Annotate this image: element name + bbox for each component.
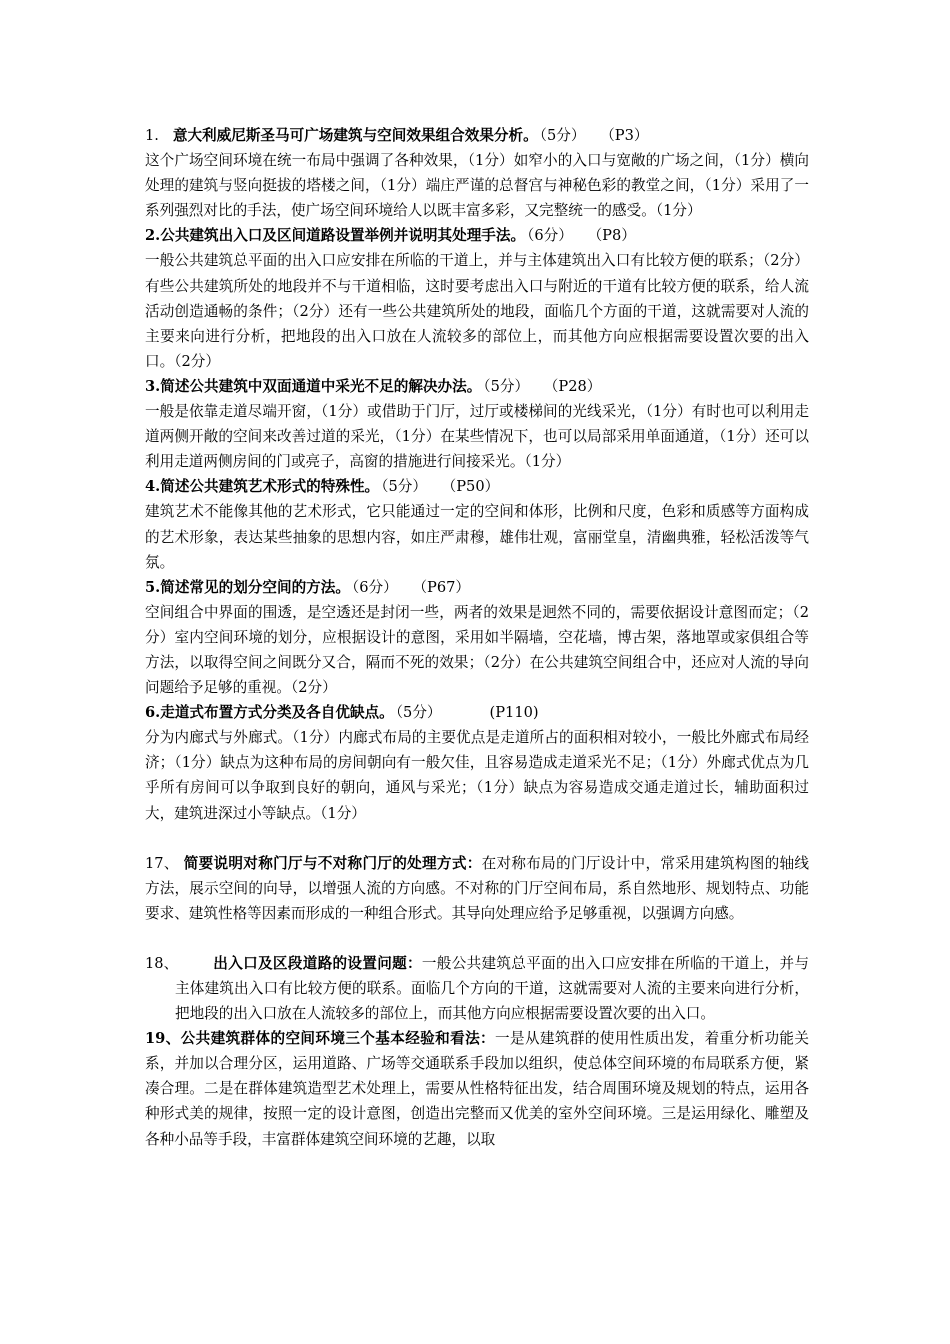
page-reference: （P8） <box>594 227 636 245</box>
blank-line <box>145 926 809 951</box>
page-reference: （P28） <box>551 377 602 395</box>
answer-19: 一是从建筑群的使用性质出发，着重分析功能关系，并加以合理分区，运用道路、广场等交通联系手段加以组织，使总体空间环境的布局联系方便，紧凑合理。二是在群体建筑造型艺术处理上，需要从性格特征出发，结合周围环境及规划的特点，运用各种形式美的规律，按照一定的设计意图，创造出完整而又优美的室外空间环境。三是运用绿化、雕塑及各种小品等手段，丰富群体建筑空间环境的艺趣，以取 <box>145 1030 809 1148</box>
page-reference: （P67） <box>419 578 471 596</box>
question-title: 4.简述公共建筑艺术形式的特殊性。 <box>145 478 380 496</box>
question-title: 2.公共建筑出入口及区间道路设置举例并说明其处理手法。 <box>145 227 526 245</box>
question-6 <box>145 700 809 725</box>
page-reference: （P50） <box>448 478 500 496</box>
answer-17: 在对称布局的门厅设计中，常采用建筑构图的轴线方法，展示空间的向导，以增强人流的方向感。不对称的门厅空间布局，系自然地形、规划特点、功能要求、建筑性格等因素而形成的一种组合形式。其导向处理应给予足够重视，以强调方向感。 <box>145 854 809 922</box>
answer-3: 一般是依靠走道尽端开窗，（1分）或借助于门厅，过厅或楼梯间的光线采光，（1分）有时也可以利用走道两侧开敞的空间来改善过道的采光，（1分）在某些情况下，也可以局部采用单面通道，（1分）还可以利用走道两侧房间的门或亮子，高窗的措施进行间接采光。（1分） <box>145 403 809 471</box>
question-18 <box>145 951 809 1026</box>
question-title: 19、公共建筑群体的空间环境三个基本经验和看法： <box>145 1030 496 1048</box>
answer-2: 一般公共建筑总平面的出入口应安排在所临的干道上，并与主体建筑出入口有比较方便的联系；（2分）有些公共建筑所处的地段并不与干道相临，这时要考虑出入口与附近的干道有比较方便的联系，给人流活动创造通畅的条件；（2分）还有一些公共建筑所处的地段，面临几个方面的干道，这就需要对人流的主要来向进行分析，把地段的出入口放在人流较多的部位上，而其他方向应根据需要设置次要的出入口。（2分） <box>145 252 809 370</box>
page-reference: （P3） <box>607 127 649 144</box>
question-title: 简要说明对称门厅与不对称门厅的处理方式： <box>183 854 482 872</box>
blank-line <box>145 826 809 851</box>
question-17 <box>145 851 809 926</box>
question-number: 1. <box>145 127 159 144</box>
answer-5: 空间组合中界面的围透，是空透还是封闭一些，两者的效果是迥然不同的，需要依据设计意图而定；（2分）室内空间环境的划分，应根据设计的意图，采用如半隔墙，空花墙，博古架，落地罩或家俱组合等方法，以取得空间之间既分又合，隔而不死的效果；（2分）在公共建筑空间组合中，还应对人流的导向问题给予足够的重视。（2分） <box>145 603 809 697</box>
question-2 <box>145 223 809 248</box>
answer-18: 一般公共建筑总平面的出入口应安排在所临的干道上，并与主体建筑出入口有比较方便的联系。面临几个方向的干道，这就需要对人流的主要来向进行分析，把地段的出入口放在人流较多的部位上，而其他方向应根据需要设置次要的出入口。 <box>175 954 809 1023</box>
question-title: 意大利威尼斯圣马可广场建筑与空间效果组合效果分析。 <box>172 127 538 144</box>
question-title: 3.简述公共建筑中双面通道中采光不足的解决办法。 <box>145 377 482 395</box>
answer-1: 这个广场空间环境在统一布局中强调了各种效果，（1分）如窄小的入口与宽敞的广场之间，（1分）横向处理的建筑与竖向挺拔的塔楼之间，（1分）端庄严谨的总督宫与神秘色彩的教堂之间，（1分）采用了一系列强烈对比的手法，使广场空间环境给人以既丰富多彩，又完整统一的感受。（1分） <box>145 152 809 220</box>
question-19 <box>145 1026 809 1151</box>
question-points: （5分） <box>483 377 530 395</box>
question-number: 17、 <box>145 854 179 872</box>
answer-6: 分为内廊式与外廊式。（1分）内廊式布局的主要优点是走道所占的面积相对较小，一般比外廊式布局经济；（1分）缺点为这种布局的房间朝向有一般欠佳，且容易造成走道采光不足；（1分）外廊式优点为几乎所有房间可以争取到良好的朝向，通风与采光；（1分）缺点为容易造成交通走道过长，辅助面积过大，建筑进深过小等缺点。（1分） <box>145 729 809 822</box>
question-number: 18、 <box>145 954 179 972</box>
question-points: （6分） <box>527 227 573 245</box>
question-points: （5分） <box>395 704 442 722</box>
question-points: （6分） <box>351 578 398 596</box>
answer-4: 建筑艺术不能像其他的艺术形式，它只能通过一定的空间和体形，比例和尺度，色彩和质感等方面构成的艺术形象，表达某些抽象的思想内容，如庄严肃穆，雄伟壮观，富丽堂皇，清幽典雅，轻松活泼等气氛。 <box>145 503 809 571</box>
question-4 <box>145 474 809 499</box>
question-title: 6.走道式布置方式分类及各自优缺点。 <box>145 704 394 722</box>
question-title: 5.简述常见的划分空间的方法。 <box>145 578 350 596</box>
question-3 <box>145 374 809 399</box>
question-points: （5分） <box>539 127 586 144</box>
question-points: （5分） <box>381 478 427 496</box>
page-reference: (P110) <box>489 704 539 722</box>
question-5 <box>145 575 809 600</box>
question-title: 出入口及区段道路的设置问题： <box>213 954 422 972</box>
document-page <box>145 123 809 1152</box>
question-1 <box>145 123 809 148</box>
